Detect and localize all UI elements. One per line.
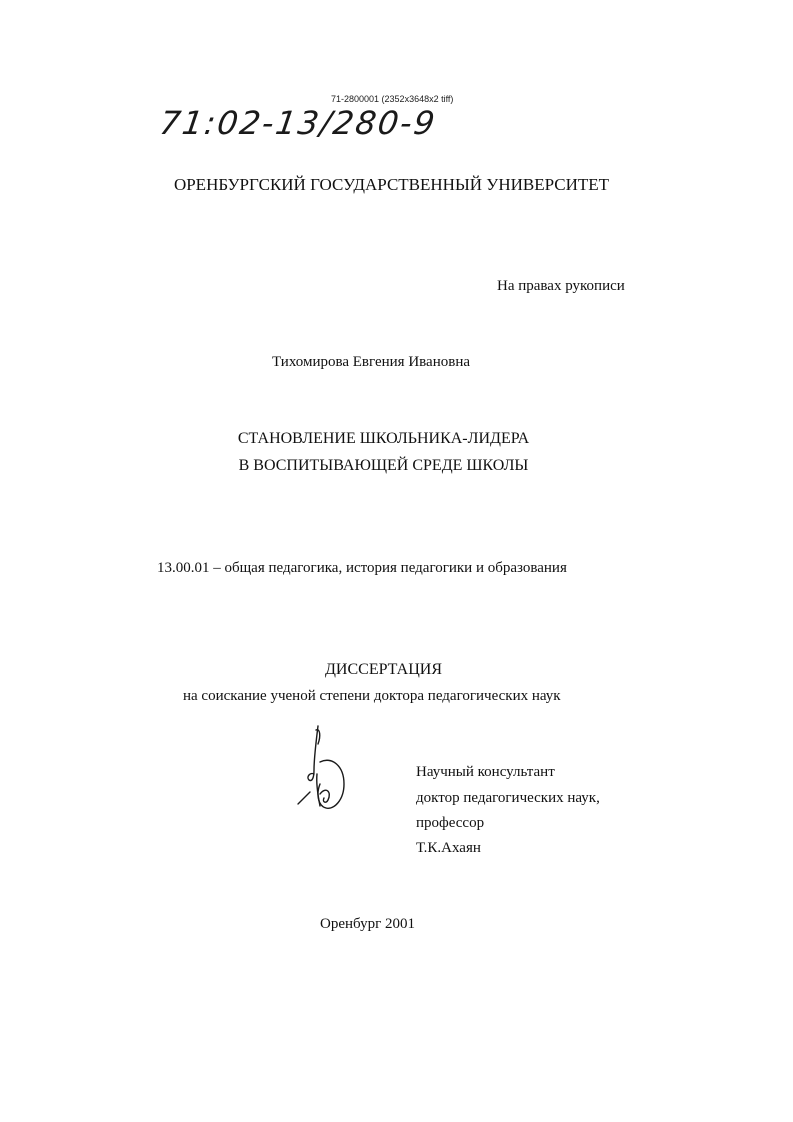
institution-heading: ОРЕНБУРГСКИЙ ГОСУДАРСТВЕННЫЙ УНИВЕРСИТЕТ	[173, 175, 610, 194]
consultant-degree: доктор педагогических наук,	[416, 790, 600, 806]
dissertation-title-line-2: В ВОСПИТЫВАЮЩЕЙ СРЕДЕ ШКОЛЫ	[238, 457, 529, 474]
manuscript-note: На правах рукописи	[497, 278, 625, 294]
scan-id-label: 71-2800001 (2352x3648x2 tiff)	[331, 94, 454, 104]
document-type-heading: ДИССЕРТАЦИЯ	[325, 661, 442, 678]
degree-line: на соискание ученой степени доктора педагогических наук	[183, 688, 561, 704]
handwritten-catalog-code: 71:02-13/280-9	[157, 104, 439, 142]
specialty-code: 13.00.01 – общая педагогика, история педагогики и образования	[157, 560, 567, 576]
city-year: Оренбург 2001	[320, 916, 415, 932]
consultant-role: Научный консультант	[416, 764, 555, 780]
dissertation-title-line-1: СТАНОВЛЕНИЕ ШКОЛЬНИКА-ЛИДЕРА	[237, 430, 530, 447]
consultant-rank: профессор	[416, 815, 485, 831]
signature-image	[290, 722, 360, 814]
author-name: Тихомирова Евгения Ивановна	[272, 354, 471, 370]
consultant-name: Т.К.Ахаян	[416, 840, 481, 856]
